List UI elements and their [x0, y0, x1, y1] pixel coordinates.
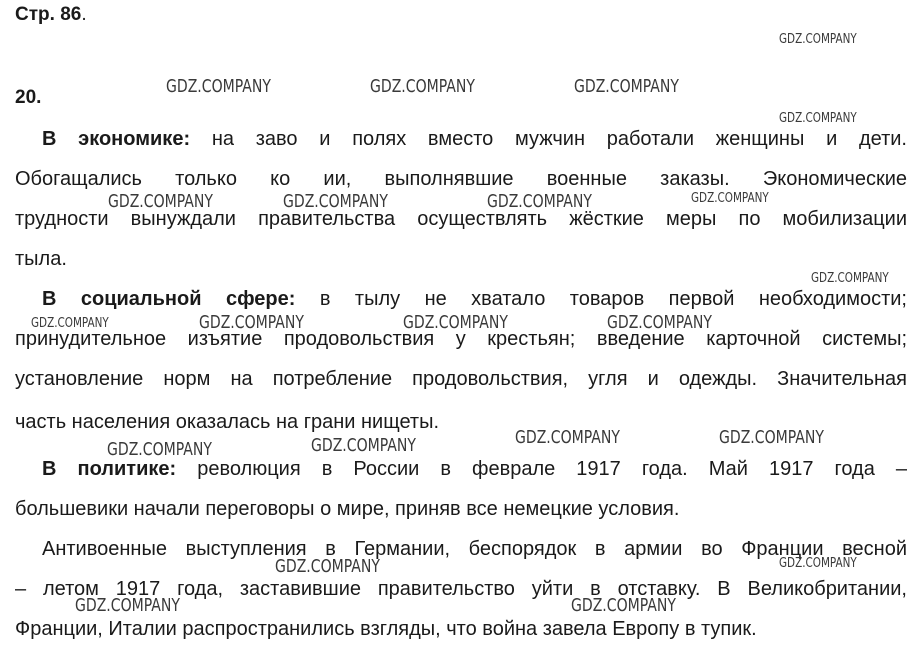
paragraph-1-line-1-text: на заво и полях вместо мужчин работали женщины и дети. [190, 128, 907, 150]
paragraph-2-line-2: принудительное изъятие продовольствия у крестьян; введение карточной системы; [15, 328, 907, 350]
watermark: GDZ.COMPANY [199, 312, 304, 333]
watermark: GDZ.COMPANY [108, 191, 213, 212]
watermark: GDZ.COMPANY [691, 191, 769, 206]
watermark: GDZ.COMPANY [487, 191, 592, 212]
page-reference-dot: . [81, 4, 87, 25]
watermark: GDZ.COMPANY [275, 556, 380, 577]
watermark: GDZ.COMPANY [75, 595, 180, 616]
watermark: GDZ.COMPANY [107, 439, 212, 460]
watermark: GDZ.COMPANY [166, 76, 271, 97]
social-heading: В социальной сфере: [42, 288, 296, 310]
economy-heading: В экономике: [42, 128, 191, 150]
watermark: GDZ.COMPANY [811, 271, 889, 286]
watermark: GDZ.COMPANY [31, 316, 109, 331]
page-reference-text: Стр. 86 [15, 4, 82, 25]
watermark: GDZ.COMPANY [779, 111, 857, 126]
task-number: 20. [15, 87, 42, 108]
paragraph-2-line-1 [42, 287, 907, 311]
watermark: GDZ.COMPANY [607, 312, 712, 333]
paragraph-4-line-1: Антивоенные выступления в Германии, беспорядок в армии во Франции весной [42, 538, 907, 560]
politics-heading: В политике: [42, 458, 177, 480]
watermark: GDZ.COMPANY [779, 556, 857, 571]
paragraph-1-line-1 [42, 127, 907, 151]
paragraph-4-line-2: – летом 1917 года, заставившие правительство уйти в отставку. В Великобритании, [15, 578, 907, 600]
paragraph-3-line-1 [42, 457, 907, 481]
watermark: GDZ.COMPANY [370, 76, 475, 97]
watermark: GDZ.COMPANY [283, 191, 388, 212]
paragraph-3-line-1-text: революция в России в феврале 1917 года. Май 1917 года – [176, 458, 907, 480]
watermark: GDZ.COMPANY [515, 427, 620, 448]
watermark: GDZ.COMPANY [719, 427, 824, 448]
watermark: GDZ.COMPANY [403, 312, 508, 333]
paragraph-1-line-4: тыла. [15, 248, 67, 270]
watermark: GDZ.COMPANY [571, 595, 676, 616]
watermark: GDZ.COMPANY [574, 76, 679, 97]
paragraph-4-line-3: Франции, Италии распространились взгляды, что война завела Европу в тупик. [15, 618, 757, 640]
watermark: GDZ.COMPANY [779, 32, 857, 47]
paragraph-2-line-4: часть населения оказалась на грани нищеты. [15, 411, 440, 433]
paragraph-1-line-2: Обогащались только ко ии, выполнявшие военные заказы. Экономические [15, 168, 907, 190]
paragraph-1-line-3: трудности вынуждали правительства осуществлять жёсткие меры по мобилизации [15, 208, 907, 230]
page-reference [15, 4, 87, 26]
paragraph-3-line-2: большевики начали переговоры о мире, приняв все немецкие условия. [15, 498, 680, 520]
paragraph-2-line-3: установление норм на потребление продовольствия, угля и одежды. Значительная [15, 368, 907, 390]
paragraph-2-line-1-text: в тылу не хватало товаров первой необходимости; [295, 288, 907, 310]
watermark: GDZ.COMPANY [311, 435, 416, 456]
